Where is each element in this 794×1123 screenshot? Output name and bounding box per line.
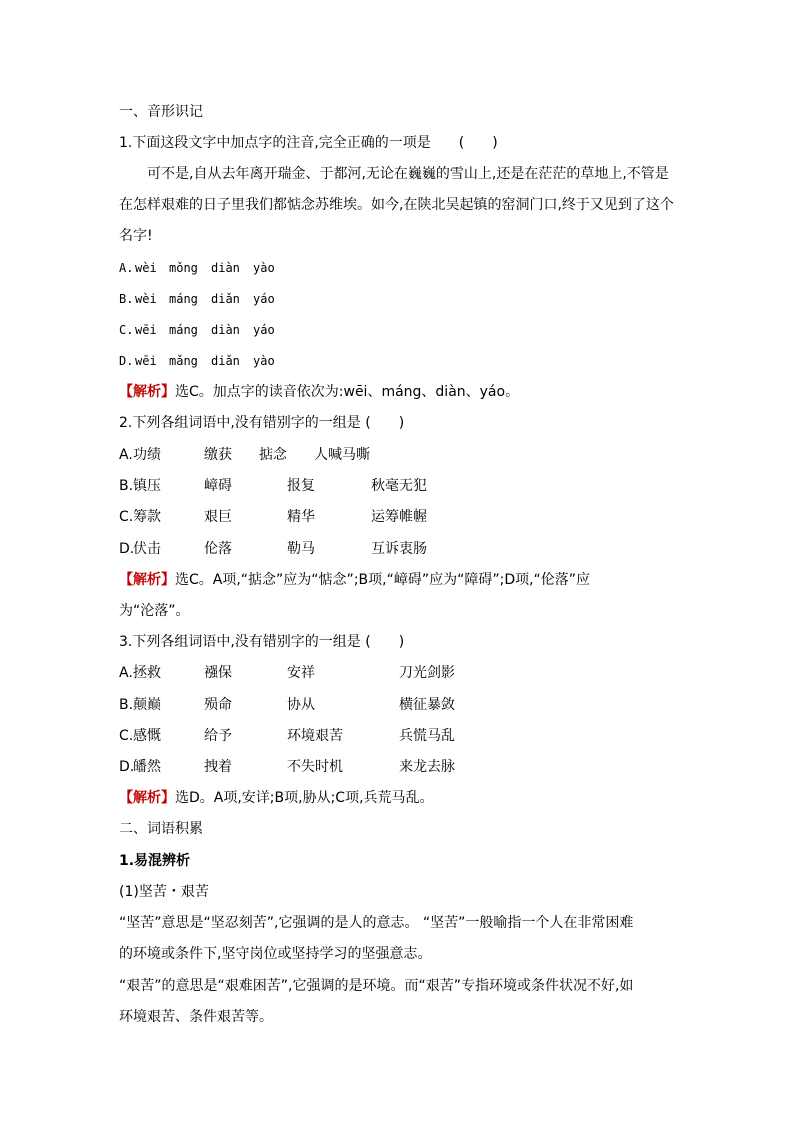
option-item: 互诉衷肠 (371, 541, 427, 557)
option-item: 拽着 (204, 759, 232, 775)
option-item: 运筹帷幄 (371, 509, 427, 525)
option-item: 襁保 (204, 665, 232, 681)
q2-option-d (119, 539, 519, 559)
option-item: 兵慌马乱 (399, 728, 455, 744)
q3-analysis (119, 788, 434, 808)
option-item: 安祥 (287, 665, 315, 681)
option-letter: A. (119, 665, 133, 681)
q2-analysis-cont: 为“沦落”。 (119, 603, 190, 619)
option-letter: B. (119, 478, 134, 494)
option-letter: A. (119, 447, 133, 463)
analysis-text: 选D。A项,安详;B项,胁从;C项,兵荒马乱。 (175, 790, 434, 806)
option-item: 伏击 (133, 541, 161, 557)
q3-option-d (119, 757, 519, 777)
q1-analysis (119, 382, 519, 402)
option-item: yào (253, 354, 275, 368)
q1-option-c (119, 320, 519, 340)
option-item: 掂念 (259, 447, 287, 463)
option-item: 给予 (204, 728, 232, 744)
option-letter: B. (119, 292, 134, 306)
analysis-tag: 【解析】 (119, 790, 175, 806)
question-1-stem: 1.下面这段文字中加点字的注音,完全正确的一项是 ( ) (119, 135, 498, 151)
option-item: 颠巅 (133, 697, 161, 713)
option-item: máng (169, 323, 198, 337)
option-item: diǎn (211, 292, 240, 306)
option-item: 殒命 (204, 697, 232, 713)
option-item: wēi (135, 323, 157, 337)
option-item: 报复 (287, 478, 315, 494)
option-item: yào (253, 261, 275, 275)
option-letter: C. (119, 323, 134, 337)
q1-option-a (119, 258, 519, 278)
paragraph-line: “坚苦”意思是“坚忍刻苦”,它强调的是人的意志。 “坚苦”一般喻指一个人在非常困难 (119, 915, 634, 931)
option-item: 拯救 (133, 665, 161, 681)
option-item: 刀光剑影 (399, 665, 455, 681)
option-item: 功绩 (133, 447, 161, 463)
option-item: 感慨 (133, 728, 161, 744)
analysis-text: 选C。A项,“掂念”应为“惦念”;B项,“嶂碍”应为“障碍”;D项,“伦落”应 (175, 572, 591, 588)
section-2-title: 二、词语积累 (119, 821, 203, 837)
q2-option-b (119, 476, 519, 496)
option-item: diǎn (211, 354, 240, 368)
section-1-title: 一、音形识记 (119, 104, 203, 120)
option-item: 来龙去脉 (399, 759, 455, 775)
item-heading: (1)坚苦・艰苦 (119, 884, 209, 900)
question-2-stem: 2.下列各组词语中,没有错别字的一组是 ( ) (119, 415, 405, 431)
option-item: yáo (253, 292, 275, 306)
option-item: 勒马 (287, 541, 315, 557)
option-item: 横征暴敛 (399, 697, 455, 713)
option-item: 皤然 (133, 759, 161, 775)
option-item: 筹款 (133, 509, 161, 525)
option-item: 艰巨 (204, 509, 232, 525)
option-item: 秋毫无犯 (371, 478, 427, 494)
q2-option-a (119, 445, 519, 465)
q3-option-c (119, 726, 519, 746)
option-letter: B. (119, 697, 134, 713)
option-letter: C. (119, 728, 134, 744)
analysis-tag: 【解析】 (119, 572, 175, 588)
option-letter: A. (119, 261, 134, 275)
option-letter: D. (119, 541, 135, 557)
subsection-heading: 1.易混辨析 (119, 853, 191, 869)
paragraph-line: “艰苦”的意思是“艰难困苦”,它强调的是环境。而“艰苦”专指环境或条件状况不好,如 (119, 978, 634, 994)
option-letter: D. (119, 354, 134, 368)
q2-option-c (119, 507, 519, 527)
option-item: 协从 (287, 697, 315, 713)
option-item: 缴获 (204, 447, 232, 463)
question-3-stem: 3.下列各组词语中,没有错别字的一组是 ( ) (119, 634, 405, 650)
option-item: diàn (211, 323, 240, 337)
question-1-passage-line: 名字! (119, 228, 153, 244)
question-1-passage-line: 在怎样艰难的日子里我们都惦念苏维埃。如今,在陕北吴起镇的窑洞门口,终于又见到了这个 (119, 197, 674, 213)
option-item: wèi (135, 261, 157, 275)
q1-option-d (119, 351, 519, 371)
option-item: diàn (211, 261, 240, 275)
paragraph-line: 环境艰苦、条件艰苦等。 (119, 1009, 273, 1025)
option-item: 不失时机 (287, 759, 343, 775)
option-letter: C. (119, 509, 134, 525)
question-1-passage-line: 可不是,自从去年离开瑞金、于都河,无论在巍巍的雪山上,还是在茫茫的草地上,不管是 (147, 166, 669, 182)
option-item: 人喊马嘶 (314, 447, 370, 463)
option-item: yáo (253, 323, 275, 337)
option-item: mǒng (169, 261, 198, 275)
option-item: máng (169, 292, 198, 306)
option-item: mǎng (169, 354, 198, 368)
option-item: wēi (135, 354, 157, 368)
paragraph-line: 的环境或条件下,坚守岗位或坚持学习的坚强意志。 (119, 946, 432, 962)
option-letter: D. (119, 759, 135, 775)
analysis-tag: 【解析】 (119, 384, 175, 400)
option-item: 环境艰苦 (287, 728, 343, 744)
q3-option-b (119, 695, 519, 715)
option-item: 嶂碍 (204, 478, 232, 494)
option-item: 精华 (287, 509, 315, 525)
option-item: wèi (135, 292, 157, 306)
analysis-text: 选C。加点字的读音依次为:wēi、máng、diàn、yáo。 (175, 384, 520, 400)
q2-analysis (119, 570, 590, 590)
option-item: 镇压 (133, 478, 161, 494)
q3-option-a (119, 663, 519, 683)
q1-option-b (119, 289, 519, 309)
option-item: 伦落 (204, 541, 232, 557)
